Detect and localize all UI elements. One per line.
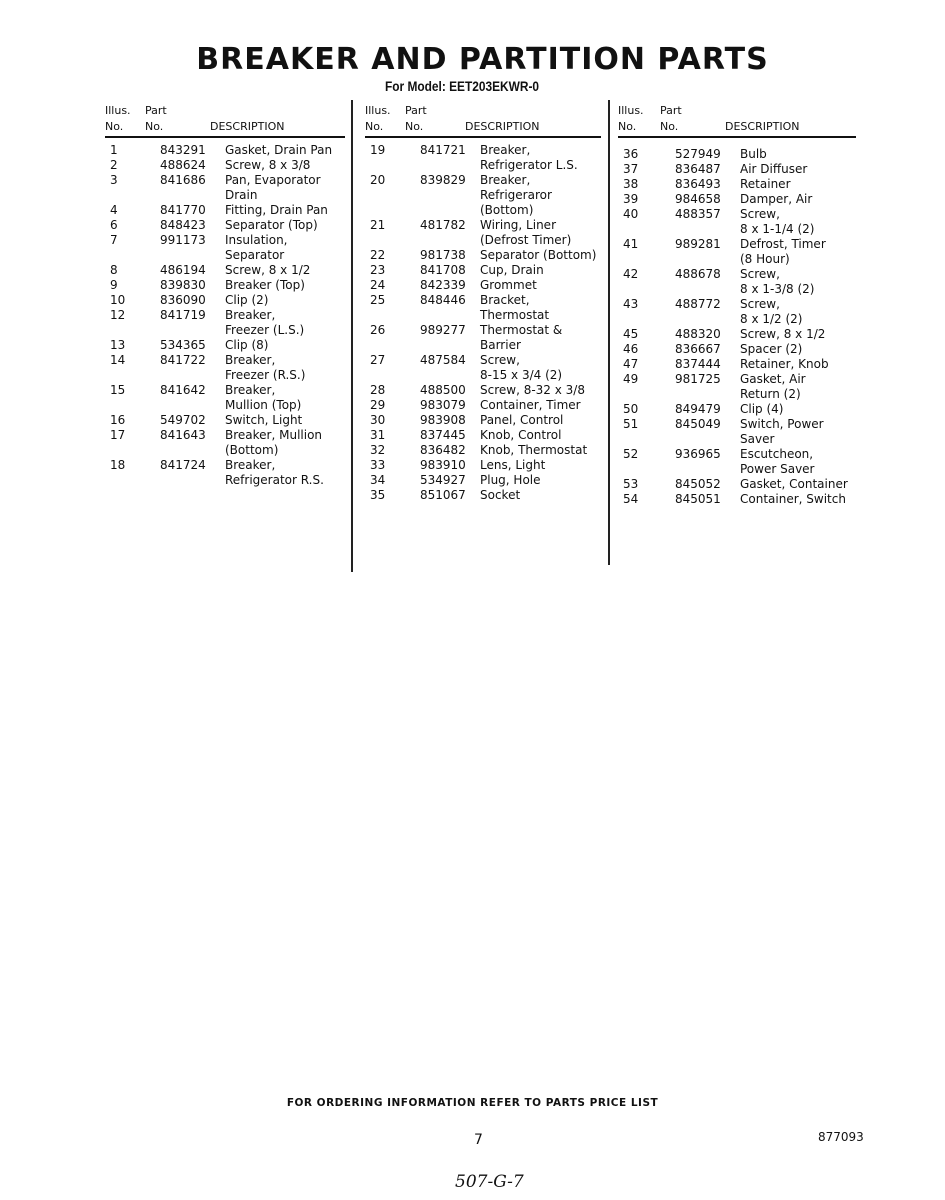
part-number: 841770	[160, 203, 206, 217]
part-number: 841719	[160, 308, 206, 322]
part-description: Breaker, Mullion (Bottom)	[225, 428, 323, 457]
part-description: Retainer, Knob	[740, 357, 829, 371]
part-row	[365, 473, 601, 488]
part-row	[618, 267, 856, 297]
part-description: Screw, 8 x 3/8	[225, 158, 311, 172]
part-number: 487584	[420, 353, 466, 367]
illus-number: 2	[110, 158, 118, 172]
part-number: 851067	[420, 488, 466, 502]
part-description: Damper, Air	[740, 192, 813, 206]
part-number: 983079	[420, 398, 466, 412]
part-row	[105, 413, 345, 428]
part-number: 841643	[160, 428, 206, 442]
part-number: 843291	[160, 143, 206, 157]
part-description: Gasket, Container	[740, 477, 848, 491]
part-row	[105, 383, 345, 413]
part-description: Screw, 8 x 1-1/4 (2)	[740, 207, 815, 236]
part-description: Separator (Top)	[225, 218, 318, 232]
part-row	[105, 233, 345, 263]
part-row	[618, 372, 856, 402]
illus-number: 25	[370, 293, 386, 307]
illus-number: 13	[110, 338, 126, 352]
illus-number: 28	[370, 383, 386, 397]
parts-column-3	[618, 100, 856, 507]
header-part: Part	[405, 104, 427, 117]
illus-number: 39	[623, 192, 639, 206]
part-row	[365, 398, 601, 413]
part-row	[105, 143, 345, 158]
part-description: Lens, Light	[480, 458, 546, 472]
part-row	[365, 488, 601, 503]
part-row	[365, 428, 601, 443]
part-number: 837445	[420, 428, 466, 442]
part-row	[618, 147, 856, 162]
part-row	[105, 308, 345, 338]
part-number: 983910	[420, 458, 466, 472]
part-description: Gasket, Drain Pan	[225, 143, 333, 157]
part-number: 839829	[420, 173, 466, 187]
document-number: 877093	[818, 1130, 864, 1144]
part-row	[105, 278, 345, 293]
part-number: 486194	[160, 263, 206, 277]
part-row	[365, 278, 601, 293]
part-description: Gasket, Air Return (2)	[740, 372, 806, 401]
part-row	[618, 477, 856, 492]
part-number: 534927	[420, 473, 466, 487]
illus-number: 9	[110, 278, 118, 292]
illus-number: 46	[623, 342, 639, 356]
illus-number: 42	[623, 267, 639, 281]
illus-number: 52	[623, 447, 639, 461]
part-row	[105, 293, 345, 308]
header-no1: No.	[365, 120, 384, 133]
part-row	[618, 177, 856, 192]
column-divider	[608, 100, 610, 565]
illus-number: 4	[110, 203, 118, 217]
part-number: 841642	[160, 383, 206, 397]
part-number: 841686	[160, 173, 206, 187]
part-row	[365, 248, 601, 263]
part-description: Screw, 8 x 1/2	[225, 263, 311, 277]
part-row	[618, 342, 856, 357]
illus-number: 24	[370, 278, 386, 292]
part-description: Bulb	[740, 147, 767, 161]
part-description: Breaker, Mullion (Top)	[225, 383, 302, 412]
part-number: 836667	[675, 342, 721, 356]
illus-number: 3	[110, 173, 118, 187]
illus-number: 43	[623, 297, 639, 311]
part-number: 936965	[675, 447, 721, 461]
part-number: 488500	[420, 383, 466, 397]
part-number: 984658	[675, 192, 721, 206]
part-description: Breaker, Refrigerator R.S.	[225, 458, 324, 487]
part-row	[365, 173, 601, 218]
header-description: DESCRIPTION	[465, 120, 540, 133]
illus-number: 8	[110, 263, 118, 277]
part-number: 549702	[160, 413, 206, 427]
part-row	[365, 143, 601, 173]
header-no2: No.	[660, 120, 679, 133]
part-description: Thermostat & Barrier	[480, 323, 563, 352]
part-number: 836493	[675, 177, 721, 191]
part-number: 839830	[160, 278, 206, 292]
illus-number: 41	[623, 237, 639, 251]
header-illus: Illus.	[365, 104, 391, 117]
illus-number: 14	[110, 353, 126, 367]
illus-number: 22	[370, 248, 386, 262]
illus-number: 35	[370, 488, 386, 502]
illus-number: 30	[370, 413, 386, 427]
part-row	[618, 297, 856, 327]
part-row	[618, 447, 856, 477]
illus-number: 53	[623, 477, 639, 491]
illus-number: 45	[623, 327, 639, 341]
part-row	[618, 417, 856, 447]
page-number: 7	[474, 1132, 483, 1148]
part-row	[618, 162, 856, 177]
illus-number: 27	[370, 353, 386, 367]
part-number: 981725	[675, 372, 721, 386]
part-row	[365, 353, 601, 383]
part-description: Cup, Drain	[480, 263, 544, 277]
part-number: 488357	[675, 207, 721, 221]
part-number: 488678	[675, 267, 721, 281]
part-description: Switch, Light	[225, 413, 303, 427]
part-description: Bracket, Thermostat	[480, 293, 550, 322]
part-row	[618, 237, 856, 267]
part-number: 991173	[160, 233, 206, 247]
part-number: 989277	[420, 323, 466, 337]
illus-number: 16	[110, 413, 126, 427]
part-description: Escutcheon, Power Saver	[740, 447, 815, 476]
part-number: 845049	[675, 417, 721, 431]
part-row	[105, 203, 345, 218]
illus-number: 33	[370, 458, 386, 472]
model-subtitle: For Model: EET203EKWR-0	[385, 78, 540, 94]
part-row	[365, 458, 601, 473]
part-row	[105, 173, 345, 203]
part-description: Breaker (Top)	[225, 278, 305, 292]
part-description: Separator (Bottom)	[480, 248, 597, 262]
illus-number: 34	[370, 473, 386, 487]
part-description: Plug, Hole	[480, 473, 541, 487]
part-row	[365, 263, 601, 278]
part-description: Clip (2)	[225, 293, 269, 307]
header-no1: No.	[105, 120, 124, 133]
part-description: Container, Timer	[480, 398, 581, 412]
part-row	[105, 158, 345, 173]
illus-number: 37	[623, 162, 639, 176]
part-number: 488320	[675, 327, 721, 341]
part-number: 842339	[420, 278, 466, 292]
part-description: Screw, 8-32 x 3/8	[480, 383, 585, 397]
part-description: Knob, Thermostat	[480, 443, 588, 457]
illus-number: 36	[623, 147, 639, 161]
part-row	[105, 458, 345, 488]
part-number: 534365	[160, 338, 206, 352]
illus-number: 17	[110, 428, 126, 442]
part-description: Breaker, Freezer (R.S.)	[225, 353, 306, 382]
part-description: Panel, Control	[480, 413, 564, 427]
part-row	[618, 192, 856, 207]
ordering-note: FOR ORDERING INFORMATION REFER TO PARTS PRICE LIST	[286, 1097, 659, 1109]
illus-number: 23	[370, 263, 386, 277]
part-description: Knob, Control	[480, 428, 562, 442]
part-number: 841724	[160, 458, 206, 472]
part-row	[365, 413, 601, 428]
part-description: Switch, Power Saver	[740, 417, 824, 446]
illus-number: 49	[623, 372, 639, 386]
part-number: 845052	[675, 477, 721, 491]
part-number: 837444	[675, 357, 721, 371]
part-description: Air Diffuser	[740, 162, 808, 176]
header-no2: No.	[405, 120, 424, 133]
part-description: Breaker, Refrigeraror (Bottom)	[480, 173, 552, 217]
part-number: 848446	[420, 293, 466, 307]
illus-number: 54	[623, 492, 639, 506]
part-number: 981738	[420, 248, 466, 262]
header-illus: Illus.	[618, 104, 644, 117]
part-row	[105, 263, 345, 278]
part-number: 841722	[160, 353, 206, 367]
part-description: Container, Switch	[740, 492, 846, 506]
part-description: Screw, 8 x 1/2 (2)	[740, 297, 803, 326]
part-description: Wiring, Liner (Defrost Timer)	[480, 218, 572, 247]
part-description: Clip (4)	[740, 402, 784, 416]
illus-number: 1	[110, 143, 118, 157]
illus-number: 15	[110, 383, 126, 397]
illus-number: 10	[110, 293, 126, 307]
header-description: DESCRIPTION	[725, 120, 800, 133]
part-row	[365, 443, 601, 458]
part-number: 836487	[675, 162, 721, 176]
illus-number: 20	[370, 173, 386, 187]
header-no1: No.	[618, 120, 637, 133]
part-row	[618, 357, 856, 372]
illus-number: 51	[623, 417, 639, 431]
part-number: 845051	[675, 492, 721, 506]
part-description: Clip (8)	[225, 338, 269, 352]
page-title: BREAKER AND PARTITION PARTS	[196, 42, 769, 77]
part-number: 836090	[160, 293, 206, 307]
part-number: 849479	[675, 402, 721, 416]
header-part: Part	[660, 104, 682, 117]
illus-number: 29	[370, 398, 386, 412]
part-row	[618, 402, 856, 417]
part-row	[618, 207, 856, 237]
part-number: 989281	[675, 237, 721, 251]
illus-number: 38	[623, 177, 639, 191]
parts-column-1	[105, 100, 345, 488]
handwritten-note: 507-G-7	[455, 1172, 524, 1192]
part-description: Socket	[480, 488, 521, 502]
illus-number: 6	[110, 218, 118, 232]
part-row	[618, 492, 856, 507]
illus-number: 31	[370, 428, 386, 442]
column-divider	[351, 100, 353, 572]
column-header	[365, 100, 601, 138]
part-number: 983908	[420, 413, 466, 427]
part-row	[105, 218, 345, 233]
part-description: Fitting, Drain Pan	[225, 203, 328, 217]
part-number: 527949	[675, 147, 721, 161]
part-description: Retainer	[740, 177, 791, 191]
part-number: 841721	[420, 143, 466, 157]
part-number: 488624	[160, 158, 206, 172]
part-row	[365, 383, 601, 398]
part-description: Grommet	[480, 278, 537, 292]
part-row	[105, 338, 345, 353]
part-description: Spacer (2)	[740, 342, 803, 356]
illus-number: 19	[370, 143, 386, 157]
part-row	[365, 293, 601, 323]
illus-number: 26	[370, 323, 386, 337]
part-number: 488772	[675, 297, 721, 311]
part-number: 848423	[160, 218, 206, 232]
illus-number: 7	[110, 233, 118, 247]
part-row	[105, 353, 345, 383]
part-row	[105, 428, 345, 458]
illus-number: 40	[623, 207, 639, 221]
part-description: Defrost, Timer (8 Hour)	[740, 237, 826, 266]
illus-number: 32	[370, 443, 386, 457]
illus-number: 21	[370, 218, 386, 232]
part-description: Breaker, Refrigerator L.S.	[480, 143, 578, 172]
column-header	[105, 100, 345, 138]
part-row	[365, 323, 601, 353]
illus-number: 18	[110, 458, 126, 472]
part-description: Screw, 8 x 1/2	[740, 327, 826, 341]
header-part: Part	[145, 104, 167, 117]
part-row	[365, 218, 601, 248]
illus-number: 47	[623, 357, 639, 371]
part-description: Screw, 8 x 1-3/8 (2)	[740, 267, 815, 296]
column-header	[618, 100, 856, 138]
part-number: 836482	[420, 443, 466, 457]
header-no2: No.	[145, 120, 164, 133]
part-number: 841708	[420, 263, 466, 277]
part-description: Pan, Evaporator Drain	[225, 173, 321, 202]
illus-number: 50	[623, 402, 639, 416]
header-illus: Illus.	[105, 104, 131, 117]
header-description: DESCRIPTION	[210, 120, 285, 133]
part-row	[618, 327, 856, 342]
part-description: Breaker, Freezer (L.S.)	[225, 308, 305, 337]
illus-number: 12	[110, 308, 126, 322]
part-number: 481782	[420, 218, 466, 232]
part-description: Screw, 8-15 x 3/4 (2)	[480, 353, 563, 382]
part-description: Insulation, Separator	[225, 233, 288, 262]
parts-column-2	[365, 100, 601, 503]
